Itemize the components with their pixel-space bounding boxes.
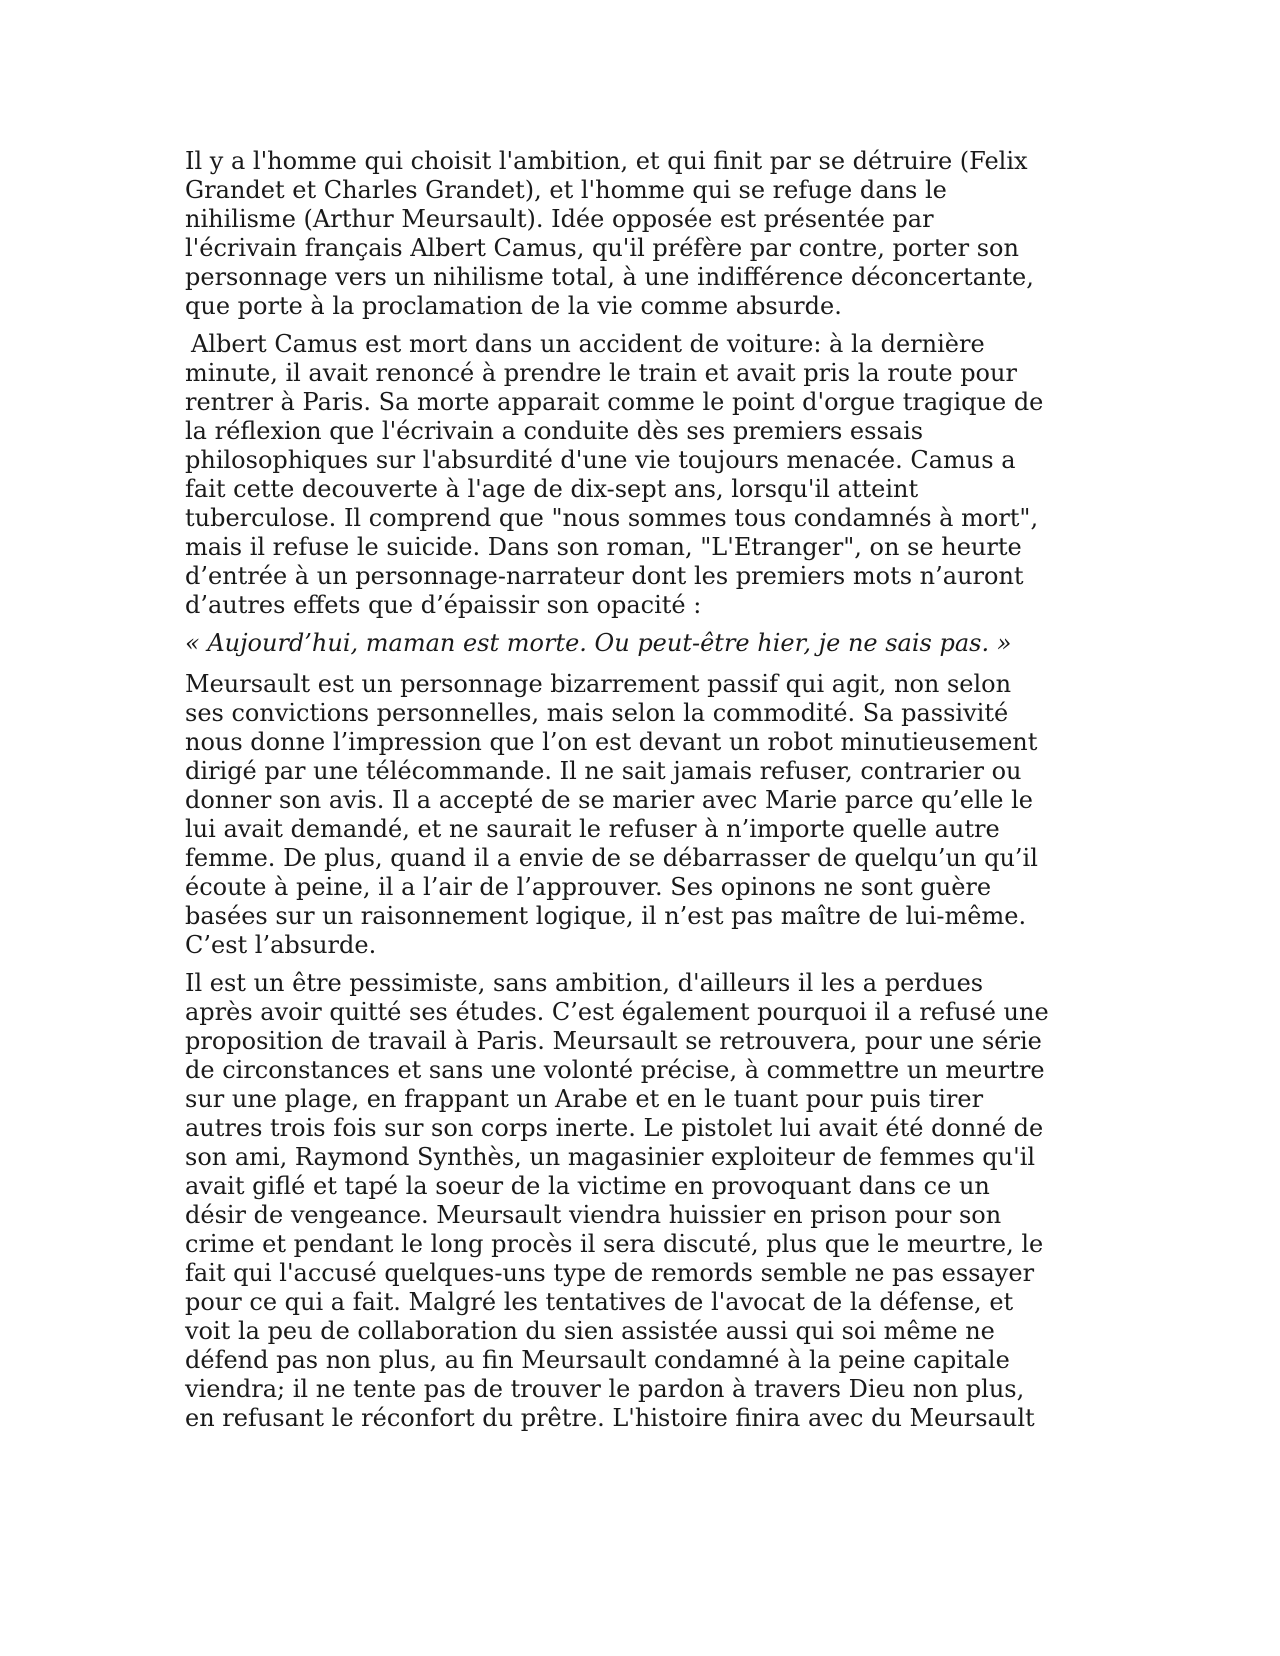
paragraph-ambition: Il y a l'homme qui choisit l'ambition, et qui finit par se détruire (Felix Grandet et Charles Grandet), et l'homme qui se refuge dans le nihilisme (Arthur Meursault). Idée opposée est présentée par l'écrivain français Albert Camus, qu'il préfère par contre, porter son personnage vers un nihilisme total, à une indifférence déconcertante, que porte à la proclamation de la vie comme absurde. — [185, 147, 1034, 320]
paragraph-meursault-passive: Meursault est un personnage bizarrement passif qui agit, non selon ses convictions personnelles, mais selon la commodité. Sa passivité nous donne l’impression que l’on est devant un robot minutieusement dirigé par une télécommande. Il ne sait jamais refuser, contrarier ou donner son avis. Il a accepté de se marier avec Marie parce qu’elle le lui avait demandé, et ne saurait le refuser à n’importe quelle autre femme. De plus, quand il a envie de se débarrasser de quelqu’un qu’il écoute à peine, il a l’air de l’approuver. Ses opinons ne sont guère basées sur un raisonnement logique, il n’est pas maître de lui-même. C’est l’absurde. — [185, 670, 1038, 959]
paragraph-meursault-pessimist: Il est un être pessimiste, sans ambition, d'ailleurs il les a perdues après avoir quitté ses études. C’est également pourquoi il a refusé une proposition de travail à Paris. Meursault se retrouvera, pour une série de circonstances et sans une volonté précise, à commettre un meurtre sur une plage, en frappant un Arabe et en le tuant pour puis tirer autres trois fois sur son corps inerte. Le pistolet lui avait été donné de son ami, Raymond Synthès, un magasinier exploiteur de femmes qu'il avait giflé et tapé la soeur de la victime en provoquant dans ce un désir de vengeance. Meursault viendra huissier en prison pour son crime et pendant le long procès il sera discuté, plus que le meurtre, le fait qui l'accusé quelques-uns type de remords semble ne pas essayer pour ce qui a fait. Malgré les tentatives de l'avocat de la défense, et voit la peu de collaboration du sien assistée aussi qui soi même ne défend pas non plus, au fin Meursault condamné à la peine capitale viendra; il ne tente pas de trouver le pardon à travers Dieu non plus, en refusant le réconfort du prêtre. L'histoire finira avec du Meursault — [185, 969, 1049, 1432]
document-body — [185, 147, 1085, 1442]
quote-etranger-opening: « Aujourd’hui, maman est morte. Ou peut-être hier, je ne sais pas. » — [185, 629, 1012, 657]
paragraph-camus-death: Albert Camus est mort dans un accident de voiture: à la dernière minute, il avait renoncé à prendre le train et avait pris la route pour rentrer à Paris. Sa morte apparait comme le point d'orgue tragique de la réflexion que l'écrivain a conduite dès ses premiers essais philosophiques sur l'absurdité d'une vie toujours menacée. Camus a fait cette decouverte à l'age de dix-sept ans, lorsqu'il atteint tuberculose. Il comprend que "nous sommes tous condamnés à mort", mais il refuse le suicide. Dans son roman, "L'Etranger", on se heurte d’entrée à un personnage-narrateur dont les premiers mots n’auront d’autres effets que d’épaissir son opacité : — [185, 330, 1044, 619]
